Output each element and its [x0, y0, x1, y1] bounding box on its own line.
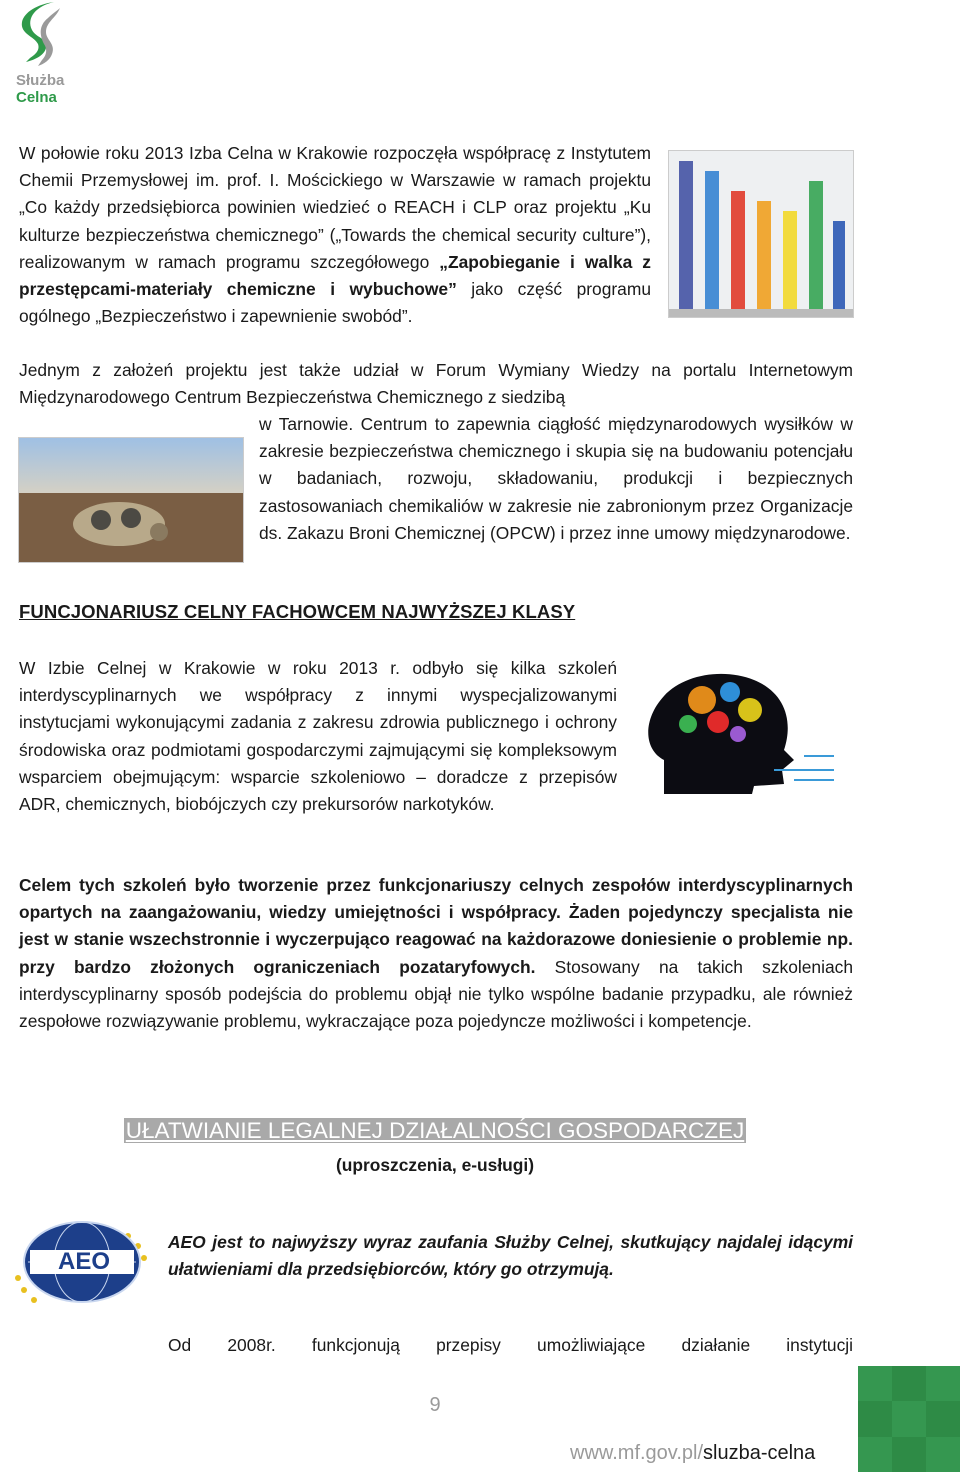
- section-banner-wrap: [0, 1118, 870, 1144]
- head-gears-image: [634, 660, 834, 794]
- footer-url[interactable]: [570, 1442, 815, 1465]
- test-tubes-image: [668, 150, 854, 318]
- logo-word-sluzba: Służba: [16, 72, 65, 89]
- paragraph-forum-right: w Tarnowie. Centrum to zapewnia ciągłość międzynarodowych wysiłków w zakresie bezpieczeństwa chemicznego i skupia się na budowaniu potencjału w badaniach, rozwoju, składowaniu, produkcji i bezpiecznych zastosowaniach chemikaliów w zakresie nie zabronionym przez Organizacje ds. Zakazu Broni Chemicznej (OPCW) i przez inne umowy międzynarodowe.: [259, 414, 853, 543]
- footer-pattern-icon: [858, 1366, 960, 1472]
- paragraph-since-2008: [168, 1332, 853, 1359]
- paragraph-trainings: W Izbie Celnej w Krakowie w roku 2013 r. odbyło się kilka szkoleń interdyscyplinarnych we współpracy z innymi wyspecjalizowanymi instytucjami wykonującymi zadania z zakresu zdrowia publicznego i ochrony środowiska oraz podmiotami gospodarczymi zajmującymi się kompleksowym wsparciem obejmującym: wsparcie szkoleniowo – doradcze z przepisów ADR, chemicznych, biobójczych czy prekursorów narkotyków.: [19, 658, 617, 815]
- paragraph-goal-bold: Celem tych szkoleń było tworzenie przez funkcjonariuszy celnych zespołów interdyscyplinarnych opartych na zaangażowaniu, wiedzy umiejętności i współpracy. Żaden pojedynczy specjalista nie jest w stanie wszechstronnie i wyczerpująco reagować na każdorazowe doniesienie o problemie np. przy bardzo złożonych ograniczeniach pozataryfowych.: [19, 875, 853, 977]
- paragraph-cooperation-text: W połowie roku 2013 Izba Celna w Krakowie rozpoczęła współpracę z Instytutem Chemii Przemysłowej im. prof. I. Mościckiego w Warszawie w ramach projektu „Co każdy przedsiębiorca powinien wiedzieć o REACH i CLP oraz projektu „Ku kulturze bezpieczeństwa chemicznego” („Towards the chemical security culture”), realizowanym w ramach programu szczegółowego: [19, 143, 651, 272]
- program-name-bold: „Zapobieganie i walka z przestępcami-materiały chemiczne i wybuchowe”: [19, 251, 651, 300]
- section-heading-customs-officer: FUNCJONARIUSZ CELNY FACHOWCEM NAJWYŻSZEJ KLASY: [19, 601, 576, 622]
- paragraph-since-2008-text: Od 2008r. funkcjonują przepisy umożliwiające działanie instytucji: [168, 1335, 853, 1355]
- footer-green-block: [858, 1366, 960, 1472]
- paragraph-forum-top: Jednym z założeń projektu jest także udział w Forum Wymiany Wiedzy na portalu Internetowym Międzynarodowego Centrum Bezpieczeństwa Chemicznego z siedzibą: [19, 360, 853, 408]
- aeo-logo: [6, 1218, 156, 1308]
- aeo-quote: AEO jest to najwyższy wyraz zaufania Służby Celnej, skutkujący najdalej idącymi ułatwieniami dla przedsiębiorców, który go otrzymują.: [168, 1232, 853, 1280]
- gas-mask-image: [18, 437, 244, 563]
- paragraph-cooperation-end: jako część programu ogólnego „Bezpieczeństwo i zapewnienie swobód”.: [19, 279, 652, 327]
- section-banner: UŁATWIANIE LEGALNEJ DZIAŁALNOŚCI GOSPODARCZEJ: [125, 1118, 745, 1143]
- footer-url-prefix: www.mf.gov.pl/: [570, 1442, 703, 1464]
- footer-url-suffix: sluzba-celna: [703, 1442, 816, 1464]
- head-gears-illustration: [634, 660, 834, 794]
- page-number: 9: [429, 1394, 441, 1416]
- logo-word-celna: Celna: [16, 89, 57, 106]
- section-subtitle: (uproszczenia, e-usługi): [335, 1155, 535, 1175]
- paragraph-goal: [19, 872, 853, 1035]
- test-tubes-illustration: [669, 151, 853, 317]
- gas-mask-illustration: [19, 438, 243, 562]
- paragraph-cooperation: [19, 140, 651, 330]
- paragraph-goal-rest: Stosowany na takich szkoleniach interdyscyplinarny sposób podejścia do problemu objął nie tylko wspólne badanie przypadku, ale również zespołowe rozwiązywanie problemu, wykraczające poza pojedyncze możliwości i kompetencje.: [19, 956, 853, 1032]
- sluzba-celna-logo: [14, 0, 94, 110]
- sluzba-celna-emblem-icon: [16, 0, 76, 66]
- aeo-logo-label: AEO: [57, 1248, 110, 1275]
